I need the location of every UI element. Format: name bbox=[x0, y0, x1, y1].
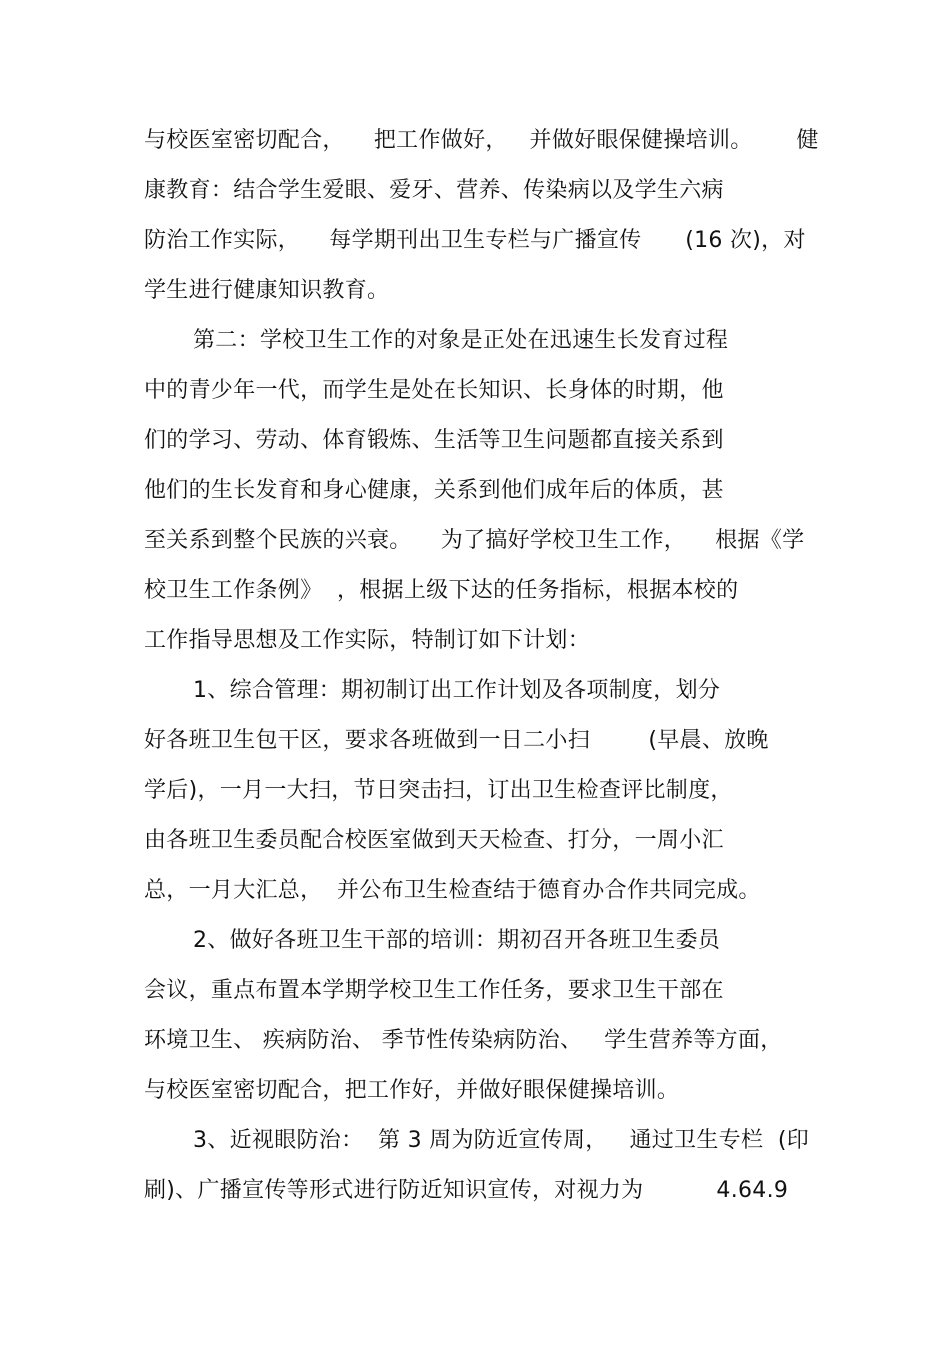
text-line-13: 好各班卫生包干区，要求各班做到一日二小扫 (早晨、放晚 bbox=[144, 728, 769, 753]
text-line-18: 会议，重点布置本学期学校卫生工作任务，要求卫生干部在 bbox=[144, 978, 724, 1003]
text-line-19: 环境卫生、 疾病防治、 季节性传染病防治、 学生营养等方面， bbox=[144, 1028, 783, 1053]
text-line-6: 中的青少年一代，而学生是处在长知识、长身体的时期，他 bbox=[144, 378, 724, 403]
text-line-9: 至关系到整个民族的兴衰。 为了搞好学校卫生工作， 根据《学 bbox=[144, 528, 805, 553]
text-line-2: 康教育：结合学生爱眼、爱牙、营养、传染病以及学生六病 bbox=[144, 178, 724, 203]
text-line-8: 他们的生长发育和身心健康，关系到他们成年后的体质，甚 bbox=[144, 478, 724, 503]
text-line-1: 与校医室密切配合， 把工作做好， 并做好眼保健操培训。 健 bbox=[144, 128, 819, 153]
text-line-11: 工作指导思想及工作实际，特制订如下计划： bbox=[144, 628, 591, 653]
item-3-start: 3、近视眼防治： 第 3 周为防近宣传周， 通过卫生专栏 (印 bbox=[193, 1128, 810, 1153]
text-line-15: 由各班卫生委员配合校医室做到天天检查、打分，一周小汇 bbox=[144, 828, 724, 853]
text-line-22: 刷)、广播宣传等形式进行防近知识宣传，对视力为 4.64.9 bbox=[144, 1178, 789, 1203]
paragraph-2-start: 第二：学校卫生工作的对象是正处在迅速生长发育过程 bbox=[193, 328, 729, 353]
text-line-14: 学后)，一月一大扫，节日突击扫，订出卫生检查评比制度， bbox=[144, 778, 733, 803]
text-line-4: 学生进行健康知识教育。 bbox=[144, 278, 390, 303]
item-1-start: 1、综合管理：期初制订出工作计划及各项制度，划分 bbox=[193, 678, 721, 703]
text-line-20: 与校医室密切配合，把工作好，并做好眼保健操培训。 bbox=[144, 1078, 680, 1103]
text-line-16: 总，一月大汇总， 并公布卫生检查结于德育办合作共同完成。 bbox=[144, 878, 761, 903]
text-line-3: 防治工作实际， 每学期刊出卫生专栏与广播宣传 (16 次)，对 bbox=[144, 228, 806, 253]
text-line-7: 们的学习、劳动、体育锻炼、生活等卫生问题都直接关系到 bbox=[144, 428, 724, 453]
item-2-start: 2、做好各班卫生干部的培训：期初召开各班卫生委员 bbox=[193, 928, 721, 953]
text-line-10: 校卫生工作条例》 ，根据上级下达的任务指标，根据本校的 bbox=[144, 578, 739, 603]
